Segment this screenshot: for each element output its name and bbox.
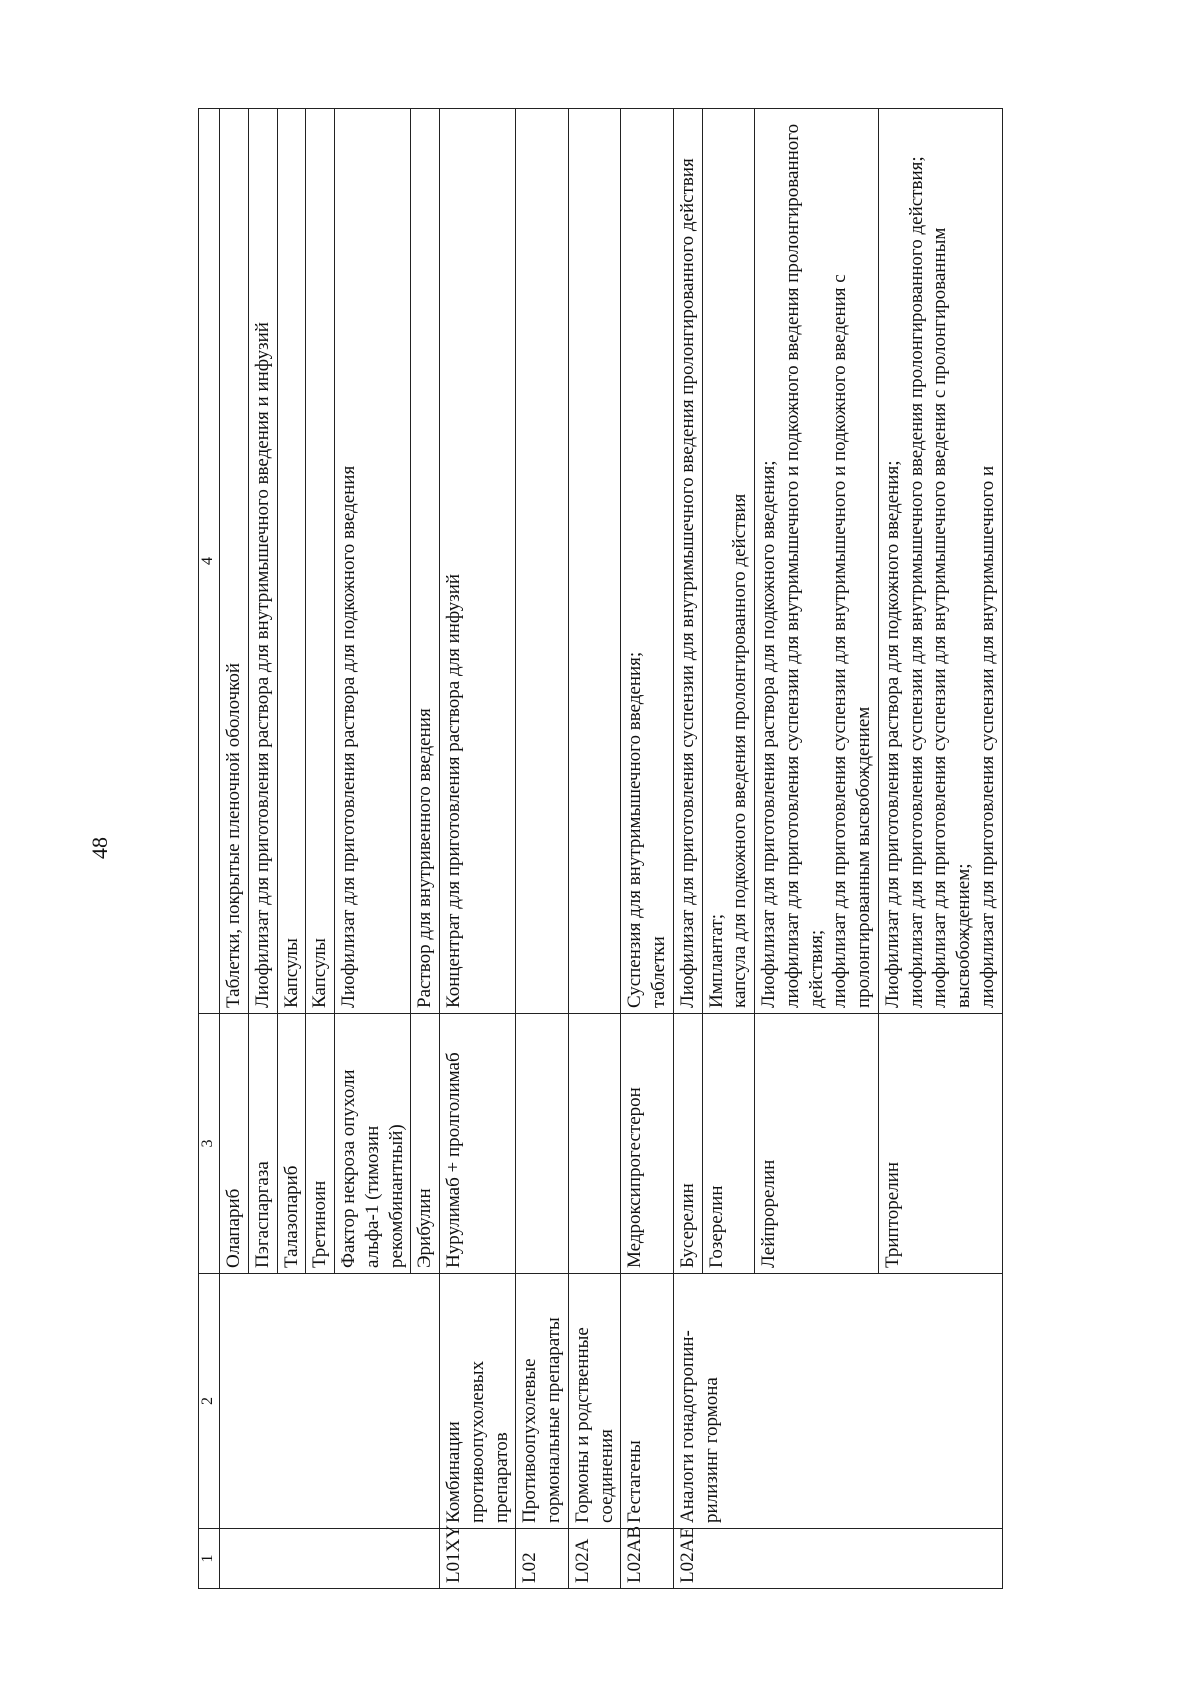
dosage-forms-cell bbox=[621, 109, 674, 1014]
dosage-forms-cell bbox=[516, 109, 569, 1014]
dosage-form-line: таблетки bbox=[648, 936, 669, 1008]
header-cell: 1 bbox=[199, 1529, 220, 1589]
atc-code-cell: L02 bbox=[516, 1529, 569, 1589]
table-row bbox=[440, 109, 516, 1589]
dosage-form-line: лиофилизат для приготовления суспензии для внутримышечного введения с пролонгированным высвобождением; bbox=[929, 227, 974, 1008]
drug-name-cell: Гозерелин bbox=[702, 1014, 755, 1274]
dosage-form-line: лиофилизат для приготовления суспензии для внутримышечного введения пролонгированного действия; bbox=[905, 156, 927, 1008]
dosage-forms-cell bbox=[411, 109, 440, 1014]
atc-code-cell: L02AB bbox=[621, 1529, 674, 1589]
group-name-cell bbox=[220, 1274, 440, 1529]
drug-name-cell: Пэгаспаргаза bbox=[248, 1014, 277, 1274]
drug-name-cell: Медроксипрогестерон bbox=[621, 1014, 674, 1274]
dosage-form-line: Суспензия для внутримышечного введения; bbox=[624, 651, 646, 1008]
drug-table bbox=[198, 108, 1003, 1589]
drug-name-cell: Эрибулин bbox=[411, 1014, 440, 1274]
atc-code-cell: L02AE bbox=[673, 1529, 1002, 1589]
dosage-form-line: Концентрат для приготовления раствора для инфузий bbox=[443, 573, 464, 1008]
group-name-cell: Гестагены bbox=[621, 1274, 674, 1529]
group-name-cell: Гормоны и родственные соединения bbox=[568, 1274, 621, 1529]
dosage-form-line: Лиофилизат для приготовления раствора для подкожного введения bbox=[338, 465, 359, 1008]
dosage-form-line: Капсулы bbox=[309, 938, 331, 1008]
drug-name-cell: Третиноин bbox=[306, 1014, 335, 1274]
drug-name-cell: Нурулимаб + пролголимаб bbox=[440, 1014, 516, 1274]
drug-name-cell: Олапариб bbox=[220, 1014, 249, 1274]
dosage-forms-cell bbox=[277, 109, 306, 1014]
header-cell: 2 bbox=[199, 1274, 220, 1529]
dosage-form-line: лиофилизат для приготовления суспензии для внутримышечного и bbox=[976, 465, 998, 1008]
table-row bbox=[568, 109, 621, 1589]
table-row bbox=[220, 109, 249, 1589]
dosage-forms-cell bbox=[220, 109, 249, 1014]
atc-code-cell: L01XY bbox=[440, 1529, 516, 1589]
dosage-form-line: Лиофилизат для приготовления раствора для внутримышечного введения и инфузий bbox=[251, 322, 273, 1008]
dosage-form-line: Капсулы bbox=[280, 938, 302, 1008]
dosage-form-line: Лиофилизат для приготовления раствора для подкожного введения; bbox=[881, 460, 903, 1008]
table-header-row bbox=[199, 109, 220, 1589]
header-cell: 4 bbox=[199, 109, 220, 1014]
dosage-form-line: Лиофилизат для приготовления суспензии для внутримышечного введения пролонгированного действия bbox=[676, 158, 698, 1008]
table-row bbox=[516, 109, 569, 1589]
dosage-forms-cell bbox=[702, 109, 755, 1014]
rotated-table-container bbox=[198, 109, 1133, 1589]
dosage-forms-cell bbox=[306, 109, 335, 1014]
dosage-forms-cell bbox=[755, 109, 879, 1014]
dosage-form-line: капсула для подкожного введения пролонгированного действия bbox=[729, 493, 751, 1008]
drug-name-cell: Трипторелин bbox=[878, 1014, 1002, 1274]
dosage-form-line: Имплантат; bbox=[705, 913, 727, 1008]
dosage-form-line: лиофилизат для приготовления суспензии для внутримышечного и подкожного введения пролонгированного действия; bbox=[781, 123, 827, 1008]
table-row bbox=[621, 109, 674, 1589]
drug-name-cell bbox=[568, 1014, 621, 1274]
dosage-forms-cell bbox=[673, 109, 702, 1014]
dosage-forms-cell bbox=[878, 109, 1002, 1014]
dosage-form-line: Лиофилизат для приготовления раствора для подкожного введения; bbox=[758, 460, 779, 1008]
drug-name-cell: Бусерелин bbox=[673, 1014, 702, 1274]
dosage-form-line: Раствор для внутривенного введения bbox=[414, 708, 436, 1008]
atc-code-cell: L02A bbox=[568, 1529, 621, 1589]
group-name-cell: Аналоги гонадотропин-рилизинг гормона bbox=[673, 1274, 1002, 1529]
atc-code-cell bbox=[220, 1529, 440, 1589]
dosage-forms-cell bbox=[568, 109, 621, 1014]
dosage-form-line: лиофилизат для приготовления суспензии для внутримышечного и подкожного введения с пролонгированным высвобождением bbox=[829, 274, 874, 1008]
table-row bbox=[673, 109, 702, 1589]
drug-name-cell: Фактор некроза опухоли альфа-1 (тимозин рекомбинантный) bbox=[335, 1014, 411, 1274]
dosage-forms-cell bbox=[248, 109, 277, 1014]
dosage-forms-cell bbox=[440, 109, 516, 1014]
drug-name-cell: Талазопариб bbox=[277, 1014, 306, 1274]
drug-name-cell bbox=[516, 1014, 569, 1274]
group-name-cell: Комбинации противоопухолевых препаратов bbox=[440, 1274, 516, 1529]
page-number: 48 bbox=[87, 837, 112, 859]
drug-name-cell: Лейпрорелин bbox=[755, 1014, 879, 1274]
group-name-cell: Противоопухолевые гормональные препараты bbox=[516, 1274, 569, 1529]
dosage-forms-cell bbox=[335, 109, 411, 1014]
header-cell: 3 bbox=[199, 1014, 220, 1274]
dosage-form-line: Таблетки, покрытые пленочной оболочкой bbox=[223, 662, 244, 1008]
